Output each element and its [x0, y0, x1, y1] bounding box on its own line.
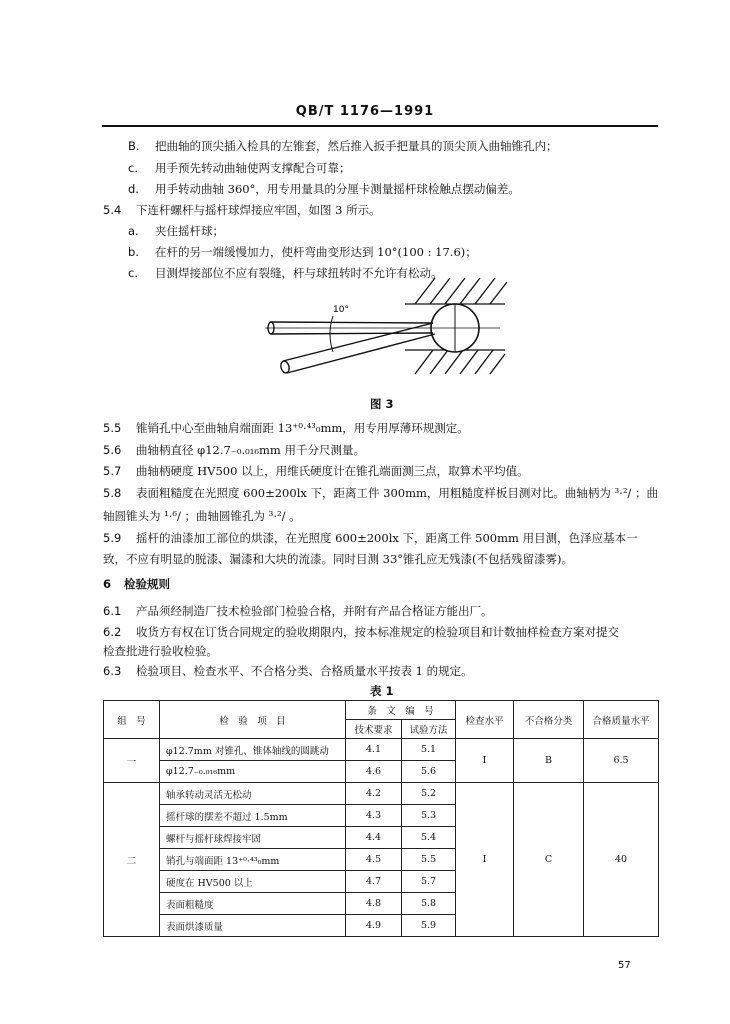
col-clause: 条 文 编 号 [346, 701, 456, 720]
group-id: 二 [104, 783, 160, 937]
item-cell: 硬度在 HV500 以上 [160, 871, 346, 893]
level-cell: I [456, 739, 514, 783]
tech-cell: 4.8 [346, 893, 402, 915]
clause-number: 5.8 [103, 486, 122, 500]
clause-number: 5.9 [103, 531, 122, 545]
table-caption: 表 1 [370, 684, 394, 698]
inspection-table [103, 700, 659, 937]
clause-number: 5.5 [103, 421, 122, 435]
clause-text: 摇杆的油漆加工部位的烘漆，在光照度 600±200lx 下，距离工件 500mm 用目测，色泽应基本一 [136, 531, 638, 545]
section-title: 检验规则 [124, 577, 170, 591]
test-cell: 5.1 [402, 739, 456, 761]
clause-text: 曲轴柄硬度 HV500 以上，用维氏硬度计在锥孔端面测三点，取算术平均值。 [136, 464, 529, 478]
list-label: B. [128, 139, 140, 153]
list-text: 目测焊接部位不应有裂缝，杆与球扭转时不允许有松动。 [155, 266, 443, 280]
list-text: 用手预先转动曲轴使两支撑配合可靠； [155, 161, 351, 175]
clause-text: 表面粗糙度在光照度 600±200lx 下，距离工件 300mm，用粗糙度样板目测对比。曲轴柄为 ³·²∕ ；曲 [136, 486, 658, 500]
list-text: 用手转动曲轴 360°，用专用量具的分厘卡测量摇杆球检触点摆动偏差。 [155, 182, 520, 196]
test-cell: 5.7 [402, 871, 456, 893]
tech-cell: 4.2 [346, 783, 402, 805]
col-group: 组 号 [104, 701, 160, 739]
tech-cell: 4.6 [346, 761, 402, 783]
clause-text: 检验项目、检查水平、不合格分类、合格质量水平按表 1 的规定。 [136, 664, 473, 678]
clause-number: 5.7 [103, 464, 122, 478]
col-test: 试验方法 [402, 720, 456, 739]
tech-cell: 4.5 [346, 849, 402, 871]
clause-number: 5.6 [103, 443, 122, 457]
rod-bent [280, 323, 435, 374]
item-cell: 螺杆与摇杆球焊接牢固 [160, 827, 346, 849]
fixture-top [405, 278, 507, 304]
tech-cell: 4.7 [346, 871, 402, 893]
list-label: c. [128, 266, 138, 280]
fixture-bottom [405, 350, 505, 374]
item-cell: 销孔与端面距 13⁺⁰·⁴³₀mm [160, 849, 346, 871]
header-rule [102, 125, 658, 127]
item-cell: 表面烘漆质量 [160, 915, 346, 937]
col-aql: 合格质量水平 [584, 701, 659, 739]
clause-text: 轴圆锥头为 ¹·⁶∕ ；曲轴圆锥孔为 ³·²∕ 。 [103, 509, 301, 523]
table-row [104, 783, 659, 805]
clause-text: 锥销孔中心至曲轴肩端面距 13⁺⁰·⁴³₀mm，用专用厚薄环规测定。 [136, 421, 469, 435]
tech-cell: 4.4 [346, 827, 402, 849]
clause-text: 致，不应有明显的脱漆、漏漆和大块的流漆。同时目测 33°锥孔应无残漆(不包括残留漆雾)。 [103, 552, 574, 566]
col-item: 检 验 项 目 [160, 701, 346, 739]
list-label: a. [128, 224, 139, 238]
aql-cell: 40 [584, 783, 659, 937]
table-row [104, 739, 659, 761]
tech-cell: 4.9 [346, 915, 402, 937]
test-cell: 5.8 [402, 893, 456, 915]
item-cell: 摇杆球的摆差不超过 1.5mm [160, 805, 346, 827]
group-id: 一 [104, 739, 160, 783]
col-class: 不合格分类 [514, 701, 584, 739]
clause-number: 6.1 [103, 604, 122, 618]
page-number: 57 [618, 960, 631, 971]
class-cell: B [514, 739, 584, 783]
item-cell: φ12.7mm 对锥孔、锥体轴线的圆跳动 [160, 739, 346, 761]
list-label: b. [128, 245, 139, 259]
test-cell: 5.5 [402, 849, 456, 871]
list-text: 在杆的另一端缓慢加力，使杆弯曲变形达到 10°(100 : 17.6)； [155, 245, 477, 259]
test-cell: 5.6 [402, 761, 456, 783]
level-cell: I [456, 783, 514, 937]
aql-cell: 6.5 [584, 739, 659, 783]
test-cell: 5.4 [402, 827, 456, 849]
class-cell: C [514, 783, 584, 937]
list-text: 夹住摇杆球； [155, 224, 224, 238]
item-cell: φ12.7₋₀.₀₁₆mm [160, 761, 346, 783]
clause-text: 产品须经制造厂技术检验部门检验合格，并附有产品合格证方能出厂。 [136, 604, 493, 618]
list-label: d. [128, 182, 139, 196]
test-cell: 5.2 [402, 783, 456, 805]
section-number: 6 [103, 577, 112, 591]
clause-text: 下连杆螺杆与摇杆球焊接应牢固，如图 3 所示。 [136, 203, 381, 217]
angle-label: 10° [333, 305, 349, 315]
item-cell: 轴承转动灵活无松动 [160, 783, 346, 805]
test-cell: 5.9 [402, 915, 456, 937]
tech-cell: 4.3 [346, 805, 402, 827]
clause-text: 曲轴柄直径 φ12.7₋₀.₀₁₆mm 用千分尺测量。 [136, 443, 365, 457]
figure-3-drawing [255, 268, 515, 388]
test-cell: 5.3 [402, 805, 456, 827]
figure-caption: 图 3 [370, 397, 394, 411]
col-tech: 技术要求 [346, 720, 402, 739]
table-header-row [104, 701, 659, 720]
clause-number: 6.2 [103, 625, 122, 639]
standard-header: QB/T 1176—1991 [295, 104, 435, 119]
col-level: 检查水平 [456, 701, 514, 739]
clause-text: 检查批进行验收检验。 [103, 644, 218, 658]
item-cell: 表面粗糙度 [160, 893, 346, 915]
tech-cell: 4.1 [346, 739, 402, 761]
clause-text: 收货方有权在订货合同规定的验收期限内，按本标准规定的检验项目和计数抽样检查方案对提交 [136, 625, 619, 639]
clause-number: 6.3 [103, 664, 122, 678]
list-label: c. [128, 161, 138, 175]
clause-number: 5.4 [103, 203, 122, 217]
list-text: 把曲轴的顶尖插入检具的左锥套，然后推入扳手把量具的顶尖顶入曲轴锥孔内； [155, 139, 558, 153]
